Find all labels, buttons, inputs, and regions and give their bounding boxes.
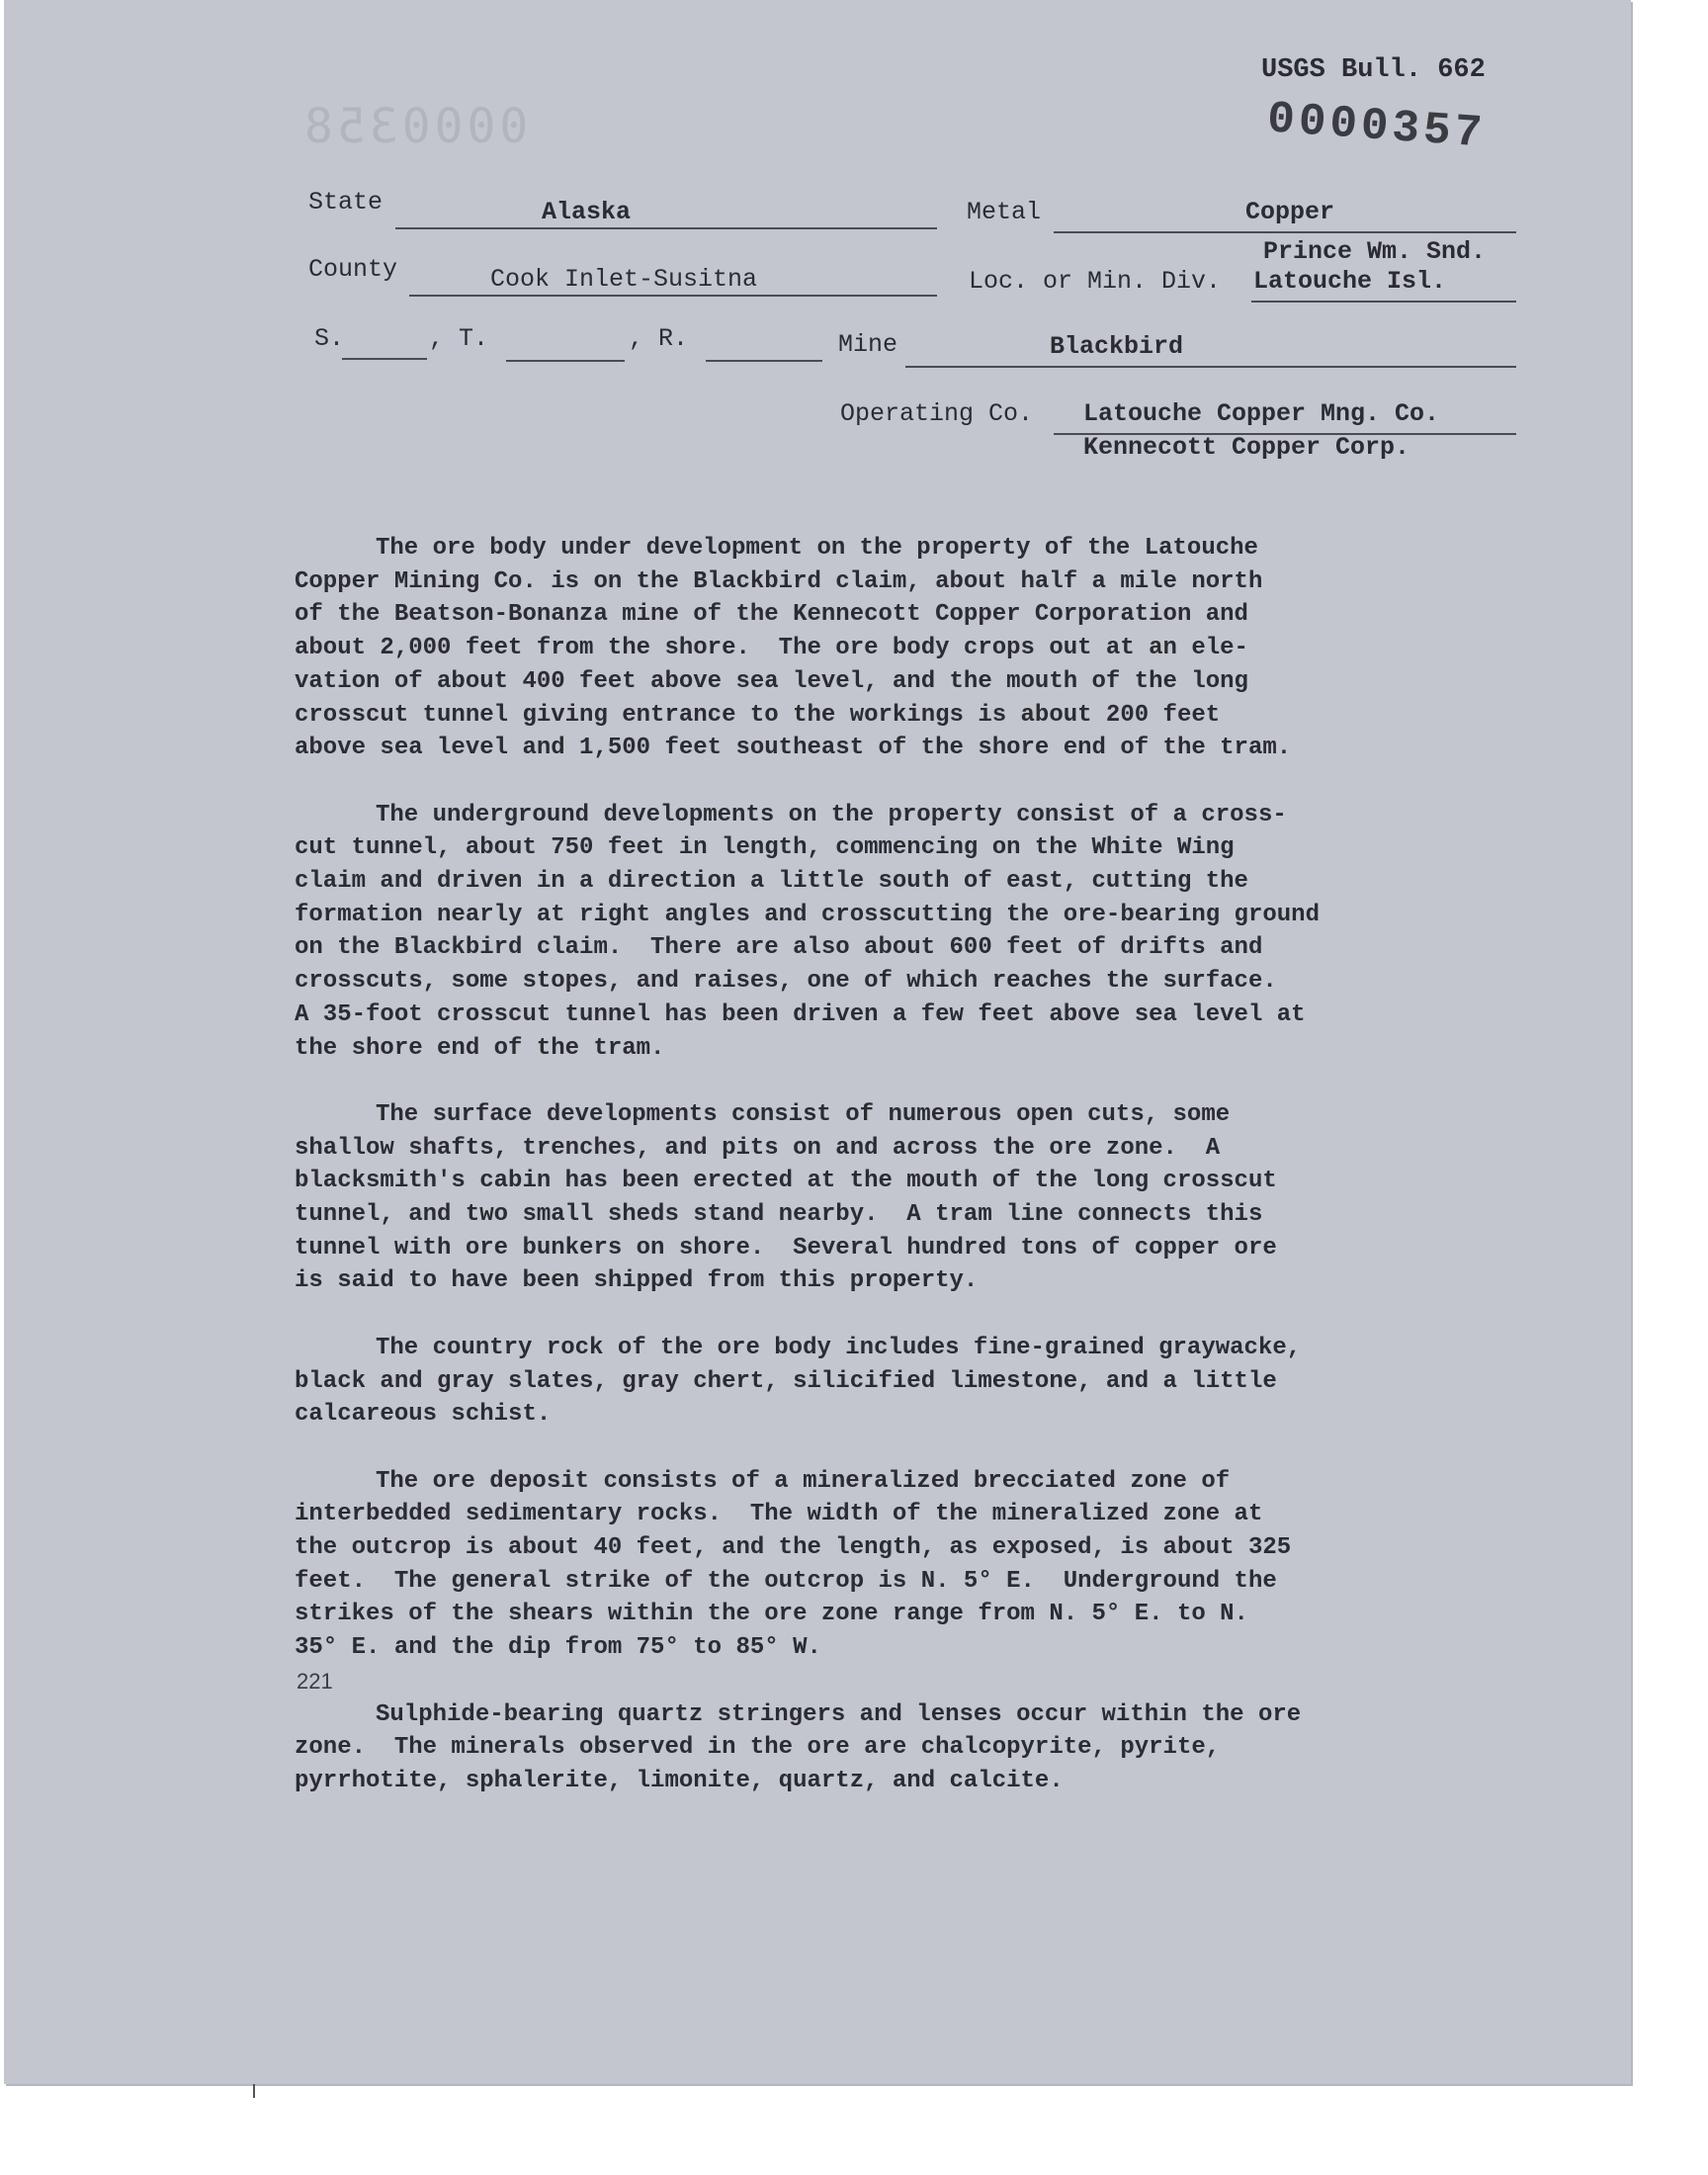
loc-line [1251, 301, 1516, 303]
metal-label: Metal [967, 198, 1042, 226]
paragraph-6: Sulphide-bearing quartz stringers and lenses occur within the ore zone. The minerals observed in the ore are chalcopyrite, pyrite, pyrrhotite, sphalerite, limonite, quartz, and calcite. [295, 1700, 1302, 1794]
state-value: Alaska [542, 198, 632, 226]
township-label: , T. [429, 324, 489, 353]
page-number: 221 [297, 1669, 333, 1694]
paragraph-1: The ore body under development on the property of the Latouche Copper Mining Co. is on the Blackbird claim, about half a mile north of the Beatson-Bonanza mine of the Kennecott Copper Corporation and about 2,000 feet from the shore. The ore body crops out at an ele- vation of about 400 feet above sea level, and the mouth of the long crosscut tunnel giving entrance to the workings is about 200 feet above sea level and 1,500 feet southeast of the shore end of the tram. [295, 535, 1292, 762]
loc-label: Loc. or Min. Div. [969, 267, 1222, 296]
section-label: S. [314, 324, 345, 353]
loc-value-line2: Latouche Isl. [1253, 267, 1447, 296]
range-label: , R. [629, 324, 689, 353]
metal-line [1054, 231, 1516, 233]
scan-edge-mark [253, 2084, 255, 2098]
operating-value-line2: Kennecott Copper Corp. [1083, 433, 1410, 462]
metal-value: Copper [1245, 198, 1335, 226]
county-line [409, 295, 937, 297]
paragraph-2: The underground developments on the property consist of a cross- cut tunnel, about 750 feet in length, commencing on the White Wing claim and driven in a direction a little south of east, cutting the formation nearly at right angles and crosscutting the ore-bearing ground on the Blackbird claim. There are also about 600 feet of drifts and crosscuts, some stopes, and raises, one of which reaches the surface. A 35-foot crosscut tunnel has been driven a few feet above sea level at the shore end of the tram. [295, 801, 1320, 1062]
state-label: State [308, 188, 384, 217]
mine-line [905, 366, 1516, 368]
mine-label: Mine [838, 330, 898, 359]
bulletin-reference: USGS Bull. 662 [1261, 55, 1486, 85]
stamp-number: 0000357 [1265, 93, 1488, 160]
section-line [342, 358, 427, 360]
township-line [506, 360, 625, 362]
paragraph-3: The surface developments consist of numerous open cuts, some shallow shafts, trenches, and pits on and across the ore zone. A blacksmith's cabin has been erected at the mouth of the long crosscut tunnel, and two small sheds stand nearby. A tram line connects this tunnel with ore bunkers on shore. Several hundred tons of copper ore is said to have been shipped from this property. [295, 1100, 1277, 1295]
loc-value-line1: Prince Wm. Snd. [1263, 237, 1487, 266]
county-value: Cook Inlet-Susitna [490, 265, 758, 294]
bleed-through-number: 0000358 [300, 99, 529, 154]
body-text [295, 532, 1520, 1831]
mine-value: Blackbird [1050, 332, 1184, 361]
state-line [395, 227, 937, 229]
paragraph-5: The ore deposit consists of a mineralized brecciated zone of interbedded sedimentary rocks. The width of the mineralized zone at the outcrop is about 40 feet, and the length, as exposed, is about 325 feet. The general strike of the outcrop is N. 5° E. Underground the strikes of the shears within the ore zone range from N. 5° E. to N. 35° E. and the dip from 75° to 85° W. [295, 1467, 1292, 1662]
range-line [706, 360, 822, 362]
paragraph-4: The country rock of the ore body includes fine-grained graywacke, black and gray slates, gray chert, silicified limestone, and a little calcareous schist. [295, 1334, 1302, 1429]
operating-value-line1: Latouche Copper Mng. Co. [1083, 399, 1440, 428]
county-label: County [308, 255, 398, 284]
operating-label: Operating Co. [840, 399, 1034, 428]
document-page [4, 0, 1631, 2084]
